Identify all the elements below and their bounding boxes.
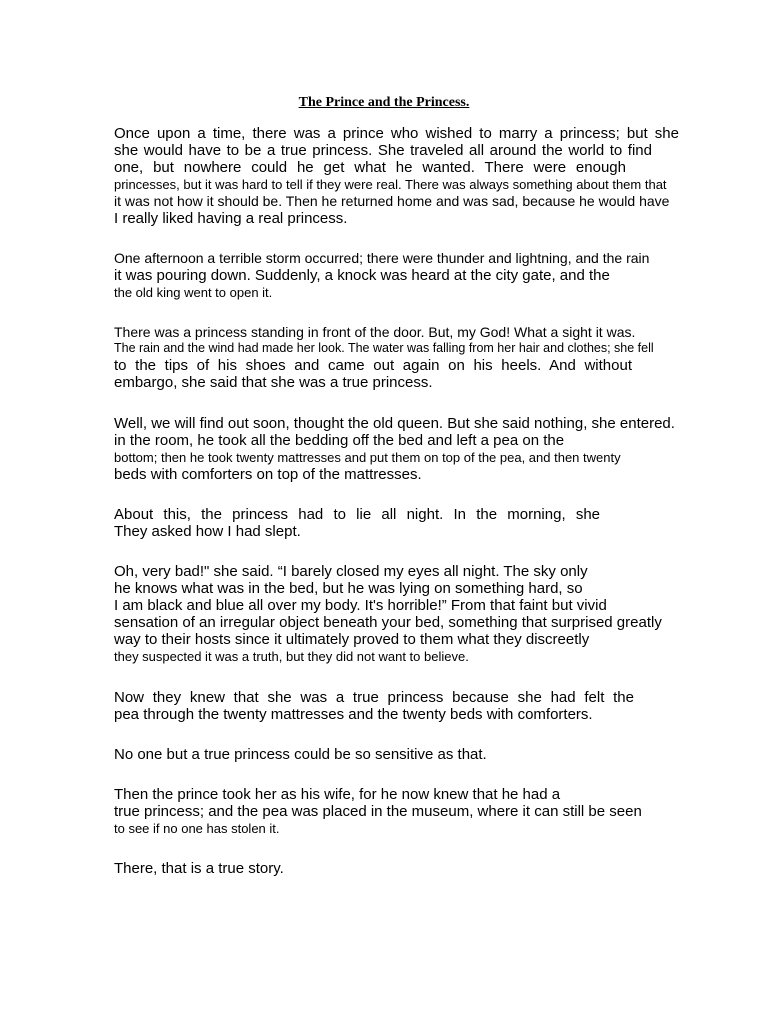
paragraph-6-line-2: he knows what was in the bed, but he was lying on something hard, so bbox=[114, 580, 583, 597]
paragraph-3-line-1: There was a princess standing in front of the door. But, my God! What a sight it was. bbox=[114, 324, 636, 340]
paragraph-2-line-3: the old king went to open it. bbox=[114, 285, 273, 300]
paragraph-1-line-6: I really liked having a real princess. bbox=[114, 210, 348, 227]
paragraph-1-line-2: she would have to be a true princess. She traveled all around the world to find bbox=[114, 142, 652, 159]
paragraph-8-line-1: No one but a true princess could be so sensitive as that. bbox=[114, 746, 487, 763]
paragraph-1-line-1: Once upon a time, there was a prince who wished to marry a princess; but she bbox=[114, 125, 679, 142]
paragraph-3-line-4: embargo, she said that she was a true princess. bbox=[114, 374, 433, 391]
paragraph-6-line-1: Oh, very bad!" she said. “I barely closed my eyes all night. The sky only bbox=[114, 563, 588, 580]
paragraph-5-line-1: About this, the princess had to lie all night. In the morning, she bbox=[114, 506, 600, 523]
paragraph-1-line-3: one, but nowhere could he get what he wanted. There were enough bbox=[114, 159, 626, 176]
document-title: The Prince and the Princess. bbox=[298, 95, 470, 110]
paragraph-3-line-2: The rain and the wind had made her look. The water was falling from her hair and clothes; she fell bbox=[114, 341, 654, 355]
paragraph-6-line-6: they suspected it was a truth, but they did not want to believe. bbox=[114, 649, 469, 664]
paragraph-2-line-1: One afternoon a terrible storm occurred; there were thunder and lightning, and the rain bbox=[114, 250, 650, 266]
paragraph-7-line-2: pea through the twenty mattresses and the twenty beds with comforters. bbox=[114, 706, 593, 723]
paragraph-6-line-3: I am black and blue all over my body. It's horrible!” From that faint but vivid bbox=[114, 597, 607, 614]
paragraph-5-line-2: They asked how I had slept. bbox=[114, 523, 301, 540]
paragraph-4-line-1: Well, we will find out soon, thought the old queen. But she said nothing, she entered. bbox=[114, 415, 675, 432]
paragraph-10-line-1: There, that is a true story. bbox=[114, 860, 284, 877]
paragraph-9-line-1: Then the prince took her as his wife, for he now knew that he had a bbox=[114, 786, 561, 803]
paragraph-7-line-1: Now they knew that she was a true princess because she had felt the bbox=[114, 689, 634, 706]
paragraph-1-line-5: it was not how it should be. Then he returned home and was sad, because he would have bbox=[114, 193, 670, 209]
paragraph-2-line-2: it was pouring down. Suddenly, a knock was heard at the city gate, and the bbox=[114, 267, 610, 284]
paragraph-1-line-4: princesses, but it was hard to tell if they were real. There was always something about them that bbox=[114, 177, 667, 192]
paragraph-4-line-2: in the room, he took all the bedding off the bed and left a pea on the bbox=[114, 432, 565, 449]
paragraph-6-line-5: way to their hosts since it ultimately proved to them what they discreetly bbox=[114, 631, 590, 648]
paragraph-6-line-4: sensation of an irregular object beneath your bed, something that surprised greatly bbox=[114, 614, 662, 631]
paragraph-9-line-2: true princess; and the pea was placed in the museum, where it can still be seen bbox=[114, 803, 642, 820]
paragraph-9-line-3: to see if no one has stolen it. bbox=[114, 821, 280, 836]
paragraph-4-line-3: bottom; then he took twenty mattresses and put them on top of the pea, and then twenty bbox=[114, 450, 621, 465]
paragraph-3-line-3: to the tips of his shoes and came out again on his heels. And without bbox=[114, 357, 632, 374]
paragraph-4-line-4: beds with comforters on top of the mattresses. bbox=[114, 466, 422, 483]
